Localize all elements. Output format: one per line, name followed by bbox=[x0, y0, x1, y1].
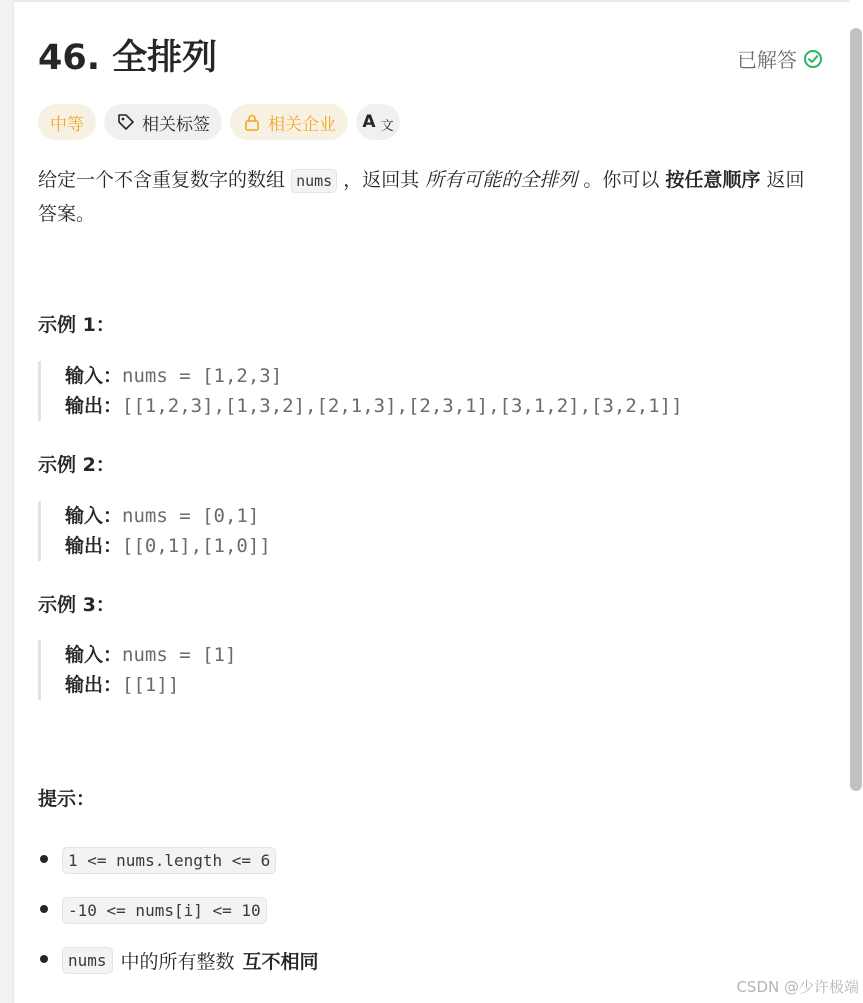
example-2-title: 示例 2： bbox=[38, 454, 115, 476]
related-tags-button[interactable] bbox=[104, 104, 222, 140]
difficulty-badge[interactable] bbox=[38, 104, 96, 140]
scrollbar-thumb[interactable] bbox=[850, 28, 862, 791]
example-2-input: nums = [0,1] bbox=[122, 505, 260, 527]
input-label: 输入： bbox=[65, 505, 123, 527]
output-label: 输出： bbox=[65, 535, 123, 557]
desc-bold: 按任意顺序 bbox=[665, 169, 761, 191]
example-2-output: [[0,1],[1,0]] bbox=[122, 535, 271, 557]
example-3-input: nums = [1] bbox=[122, 644, 237, 666]
tag-icon bbox=[116, 112, 136, 132]
problem-description bbox=[38, 164, 823, 231]
solved-label: 已解答 bbox=[737, 48, 797, 72]
example-3-block bbox=[38, 640, 236, 700]
difficulty-label: 中等 bbox=[50, 114, 84, 135]
related-companies-label: 相关企业 bbox=[268, 114, 336, 135]
constraints-list bbox=[38, 835, 319, 985]
constraint-bold: 互不相同 bbox=[242, 950, 319, 973]
desc-emphasis: 所有可能的全排列 bbox=[425, 169, 578, 191]
example-3-title: 示例 3： bbox=[38, 594, 115, 616]
desc-text-4: 返回答案。 bbox=[38, 169, 805, 225]
tag-row bbox=[38, 104, 400, 140]
constraint-code: nums bbox=[62, 947, 113, 974]
example-2-block bbox=[38, 501, 271, 561]
desc-text-2: ，返回其 bbox=[343, 169, 420, 191]
desc-text-1: 给定一个不含重复数字的数组 bbox=[38, 169, 286, 191]
input-label: 输入： bbox=[65, 644, 123, 666]
related-companies-button[interactable] bbox=[230, 104, 348, 140]
example-1-block bbox=[38, 361, 683, 421]
constraint-code: 1 <= nums.length <= 6 bbox=[62, 847, 276, 874]
desc-text-3: 。你可以 bbox=[583, 169, 660, 191]
related-tags-label: 相关标签 bbox=[142, 114, 210, 135]
constraint-item bbox=[38, 935, 319, 985]
constraint-code: -10 <= nums[i] <= 10 bbox=[62, 897, 267, 924]
output-label: 输出： bbox=[65, 395, 123, 417]
scrollbar[interactable] bbox=[849, 0, 863, 1003]
example-1-input: nums = [1,2,3] bbox=[122, 365, 283, 387]
translate-button[interactable] bbox=[356, 104, 400, 140]
title-row bbox=[38, 34, 823, 82]
left-panel-edge bbox=[0, 0, 14, 1003]
check-circle-icon bbox=[803, 49, 823, 69]
example-1-title: 示例 1： bbox=[38, 314, 115, 336]
watermark: CSDN @少许极端 bbox=[736, 978, 859, 996]
solved-status bbox=[737, 44, 823, 73]
translate-icon-glyph: 文 bbox=[380, 119, 394, 134]
example-1-output: [[1,2,3],[1,3,2],[2,1,3],[2,3,1],[3,1,2],[3,2,1]] bbox=[122, 395, 683, 417]
output-label: 输出： bbox=[65, 674, 123, 696]
constraint-text: 中的所有整数 bbox=[120, 950, 235, 973]
input-label: 输入： bbox=[65, 365, 123, 387]
translate-icon: A bbox=[362, 112, 376, 132]
constraint-item bbox=[38, 885, 319, 935]
desc-code-nums: nums bbox=[291, 169, 337, 193]
problem-title[interactable]: 46. 全排列 bbox=[38, 38, 218, 78]
constraint-item bbox=[38, 835, 319, 885]
constraints-title: 提示： bbox=[38, 788, 96, 810]
top-border bbox=[14, 0, 863, 2]
lock-icon bbox=[242, 112, 262, 132]
example-3-output: [[1]] bbox=[122, 674, 180, 696]
